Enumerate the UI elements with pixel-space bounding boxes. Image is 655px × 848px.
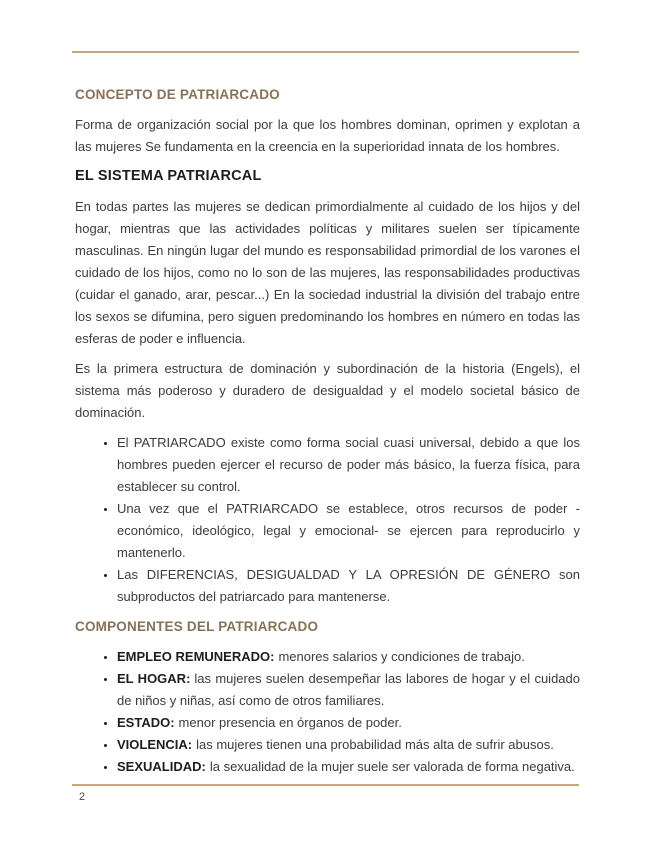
- list-item-text: menor presencia en órganos de poder.: [178, 715, 402, 730]
- list-item-lead: ESTADO:: [117, 715, 175, 730]
- paragraph-sistema-1: En todas partes las mujeres se dedican primordialmente al cuidado de los hijos y del hogar, mientras que las actividades políticas y militares suelen ser típicamente masculinas. En ningún lugar del mundo es responsabilidad primordial de los varones el cuidado de los hijos, como no lo son de las mujeres, las responsabilidades productivas (cuidar el ganado, arar, pescar...) En la sociedad industrial la división del trabajo entre los sexos se difumina, pero siguen predominando los hombres en número en todas las esferas de poder e influencia.: [75, 199, 580, 346]
- page-number: 2: [79, 791, 86, 803]
- list-item-text: las mujeres suelen desempeñar las labores de hogar y el cuidado de niños y niñas, así como de otros familiares.: [117, 671, 580, 708]
- heading-el-sistema-patriarcal: EL SISTEMA PATRIARCAL: [75, 168, 262, 184]
- list-item-text: las mujeres tienen una probabilidad más alta de sufrir abusos.: [196, 737, 554, 752]
- list-item: [117, 734, 580, 756]
- paragraph-concepto: Forma de organización social por la que los hombres dominan, oprimen y explotan a las mujeres Se fundamenta en la creencia en la superioridad innata de los hombres.: [75, 117, 580, 154]
- list-item-lead: VIOLENCIA:: [117, 737, 193, 752]
- list-item: • Las DIFERENCIAS, DESIGUALDAD Y LA OPRESIÓN DE GÉNERO son subproductos del patriarcado para mantenerse.: [117, 564, 580, 608]
- heading-componentes-del-patriarcado: COMPONENTES DEL PATRIARCADO: [75, 619, 319, 634]
- list-item: [117, 756, 580, 778]
- list-item-lead: EL HOGAR:: [117, 671, 191, 686]
- list-item: [117, 668, 580, 712]
- bullet-list-componentes: [75, 646, 580, 778]
- list-item-text: la sexualidad de la mujer suele ser valorada de forma negativa.: [209, 759, 575, 774]
- footer-rule: [72, 784, 579, 786]
- list-item: [117, 646, 580, 668]
- list-item-lead: EMPLEO REMUNERADO:: [117, 649, 275, 664]
- list-item: • El PATRIARCADO existe como forma social cuasi universal, debido a que los hombres pueden ejercer el recurso de poder más básico, la fuerza física, para establecer su control.: [117, 432, 580, 498]
- list-item-lead: SEXUALIDAD:: [117, 759, 206, 774]
- page-footer: [72, 784, 579, 804]
- list-item-text: menores salarios y condiciones de trabajo.: [278, 649, 525, 664]
- list-item: [117, 712, 580, 734]
- bullet-list-sistema: [75, 432, 580, 608]
- list-item: • Una vez que el PATRIARCADO se establece, otros recursos de poder -económico, ideológico, legal y emocional- se ejercen para reproducirlo y mantenerlo.: [117, 498, 580, 564]
- paragraph-sistema-2: Es la primera estructura de dominación y subordinación de la historia (Engels), el sistema más poderoso y duradero de desigualdad y el modelo societal básico de dominación.: [75, 361, 580, 420]
- heading-concepto-de-patriarcado: CONCEPTO DE PATRIARCADO: [75, 87, 280, 102]
- page-content: [75, 0, 580, 788]
